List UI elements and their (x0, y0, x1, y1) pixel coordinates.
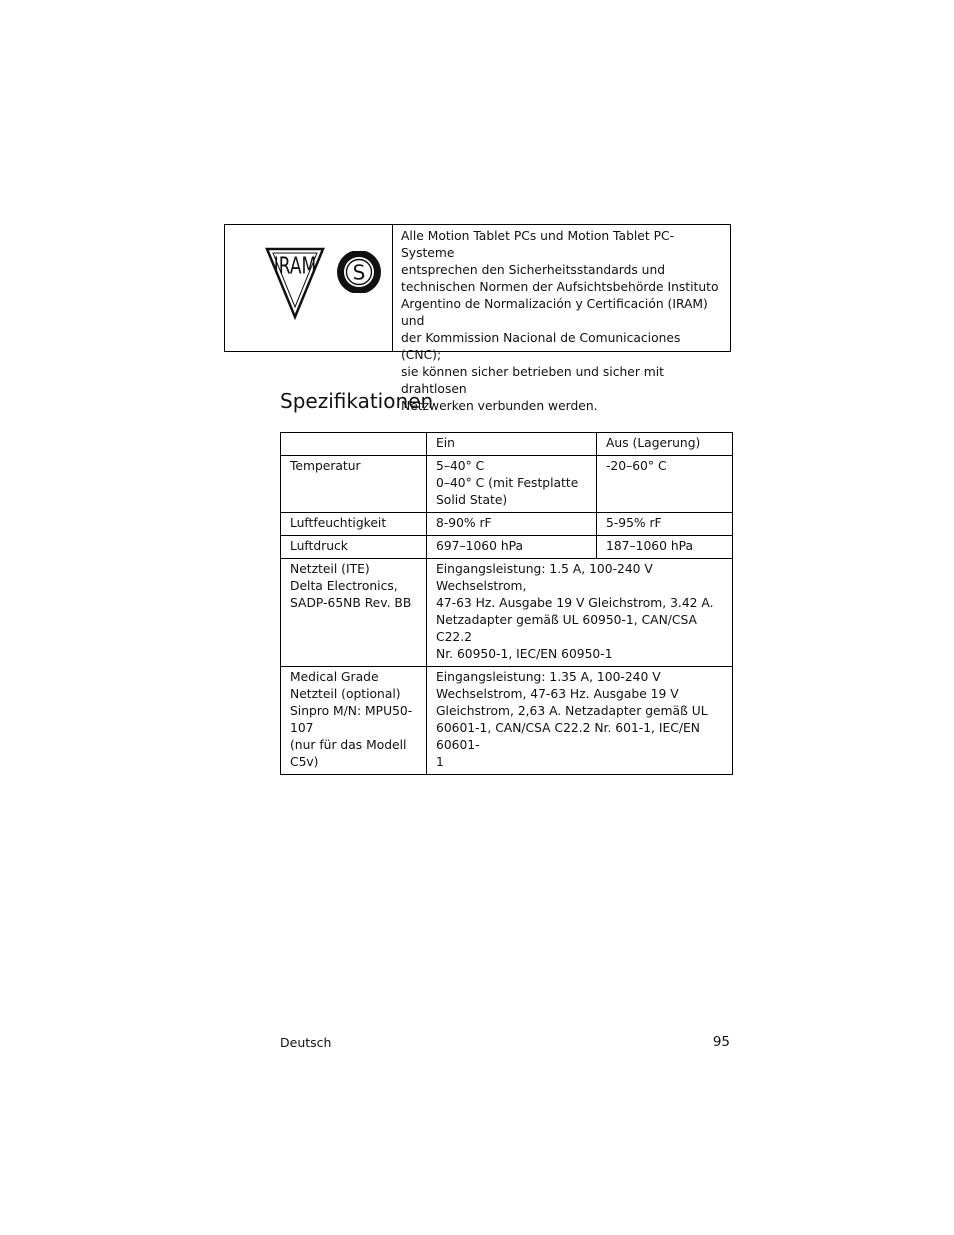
iram-logo (265, 245, 325, 321)
svg-text:S: S (352, 260, 366, 285)
row-value-on: 8-90% rF (427, 513, 597, 536)
row-label: Medical Grade Netzteil (optional) Sinpro M/N: MPU50- 107 (nur für das Modell C5v) (281, 667, 427, 775)
header-cell-on: Ein (427, 433, 597, 456)
table-header-row (281, 433, 733, 456)
row-label: Luftdruck (281, 536, 427, 559)
header-cell-empty (281, 433, 427, 456)
page-number: 95 (712, 1034, 730, 1050)
certification-logos-cell (225, 225, 393, 351)
row-value-off: 5-95% rF (597, 513, 733, 536)
row-value-on: 697–1060 hPa (427, 536, 597, 559)
table-row-humidity (281, 513, 733, 536)
table-row-temperature (281, 456, 733, 513)
svg-text:IRAM: IRAM (273, 251, 317, 280)
row-value-merged: Eingangsleistung: 1.5 A, 100-240 V Wechselstrom, 47-63 Hz. Ausgabe 19 V Gleichstrom, 3.42 A. Netzadapter gemäß UL 60950-1, CAN/CSA C22.2 Nr. 60950-1, IEC/EN 60950-1 (427, 559, 733, 667)
row-label: Luftfeuchtigkeit (281, 513, 427, 536)
row-value-off: -20–60° C (597, 456, 733, 513)
header-cell-off: Aus (Lagerung) (597, 433, 733, 456)
table-row-power-supply (281, 559, 733, 667)
table-row-pressure (281, 536, 733, 559)
row-value-on: 5–40° C 0–40° C (mit Festplatte Solid State) (427, 456, 597, 513)
row-label: Temperatur (281, 456, 427, 513)
row-label: Netzteil (ITE) Delta Electronics, SADP-65NB Rev. BB (281, 559, 427, 667)
table-row-medical-power-supply (281, 667, 733, 775)
footer-language: Deutsch (280, 1035, 332, 1050)
section-title: Spezifikationen (280, 389, 434, 413)
row-value-merged: Eingangsleistung: 1.35 A, 100-240 V Wechselstrom, 47-63 Hz. Ausgabe 19 V Gleichstrom, 2,63 A. Netzadapter gemäß UL 60601-1, CAN/CSA C22.2 Nr. 601-1, IEC/EN 60601- 1 (427, 667, 733, 775)
specifications-table (280, 432, 733, 775)
s-mark-logo (335, 245, 383, 299)
certification-text: Alle Motion Tablet PCs und Motion Tablet PC-Systeme entsprechen den Sicherheitsstandards und technischen Normen der Aufsichtsbehörde Instituto Argentino de Normalización y Certificación (IRAM) und der Kommission Nacional de Comunicaciones (CNC); sie können sicher betrieben und sicher mit drahtlosen Netzwerken verbunden werden. (401, 229, 719, 413)
row-value-off: 187–1060 hPa (597, 536, 733, 559)
